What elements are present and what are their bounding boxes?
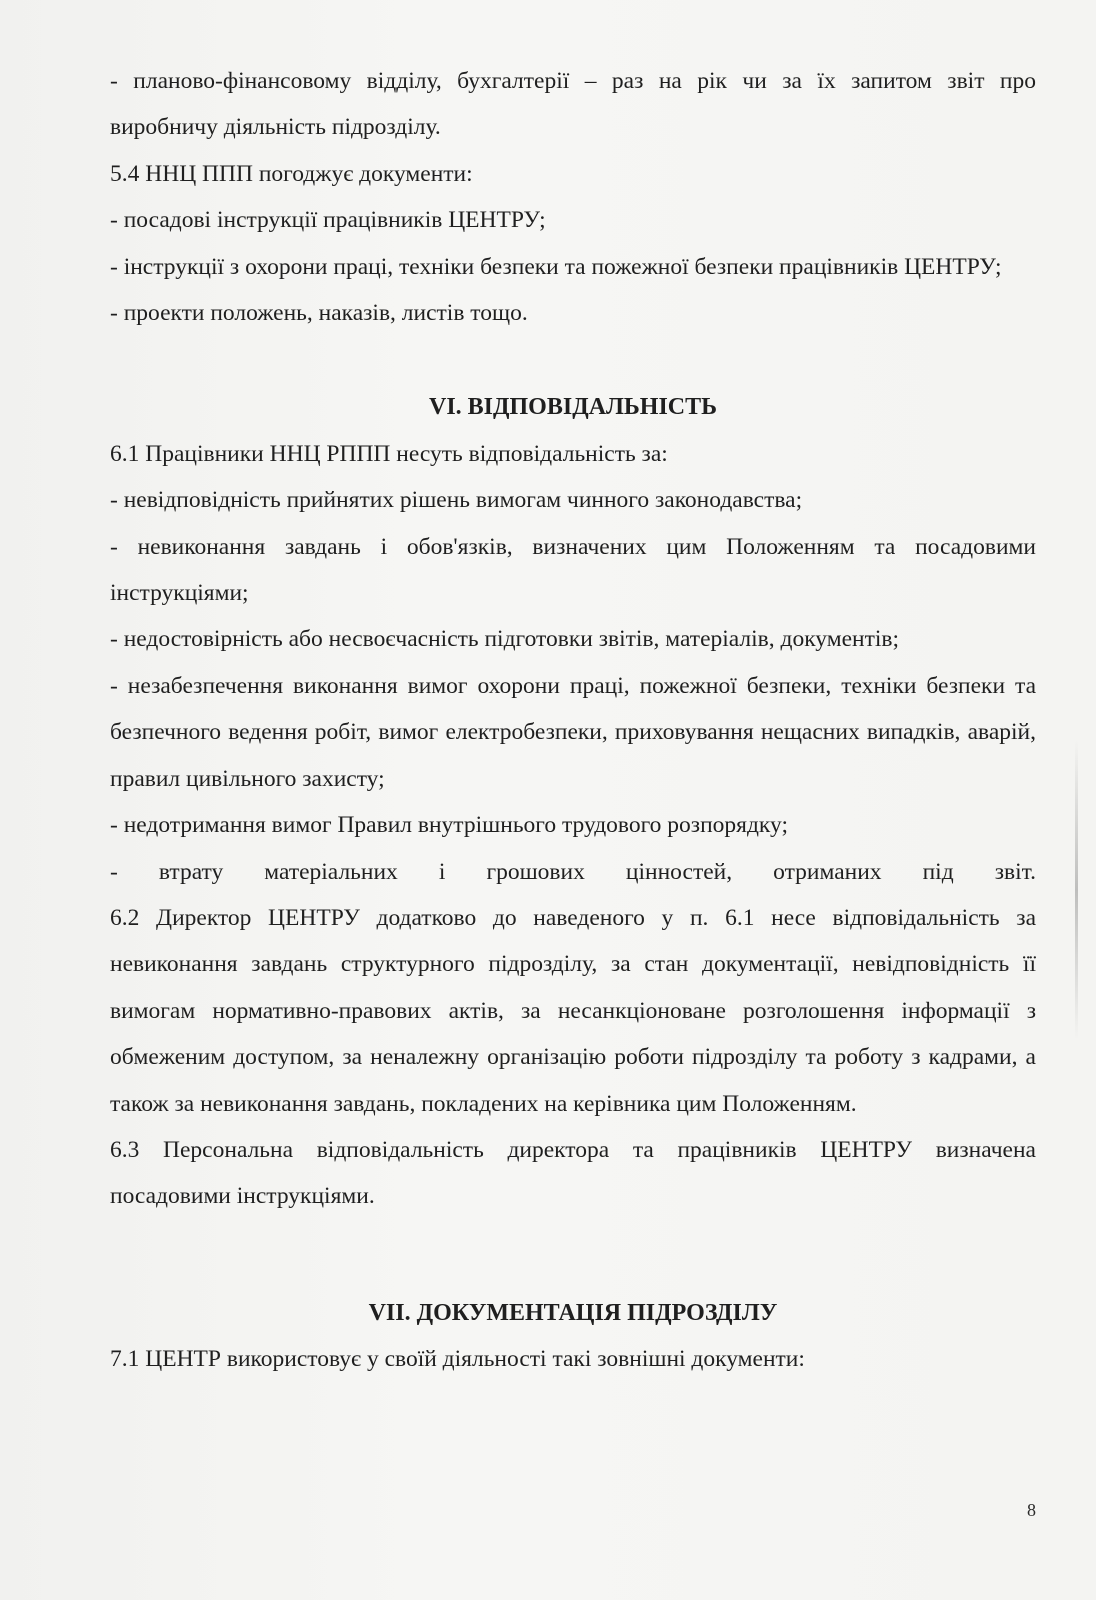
paragraph: - невиконання завдань і обов'язків, визначених цим Положенням та посадовими інструкціями; <box>110 533 1036 607</box>
paragraph: - посадові інструкції працівників ЦЕНТРУ; <box>110 207 546 234</box>
page-edge-shadow <box>1075 740 1078 1040</box>
paragraph: - незабезпечення виконання вимог охорони праці, пожежної безпеки, техніки безпеки та безпечного ведення робіт, вимог електробезпеки, приховування нещасних випадків, аварій, правил цивільного захисту; <box>110 672 1036 792</box>
section-heading-responsibility: VI. ВІДПОВІДАЛЬНІСТЬ <box>428 394 718 421</box>
paragraph: - планово-фінансовому відділу, бухгалтерії – раз на рік чи за їх запитом звіт про <box>110 68 1036 94</box>
paragraph: - проекти положень, наказів, листів тощо. <box>110 300 528 327</box>
paragraph: 6.3 Персональна відповідальність директора та працівників ЦЕНТРУ визначена посадовими інструкціями. <box>110 1136 1036 1210</box>
paragraph: - втрату матеріальних і грошових цінностей, отриманих під звіт. <box>110 858 1036 885</box>
paragraph: 5.4 ННЦ ППП погоджує документи: <box>110 160 473 187</box>
paragraph: виробничу діяльність підрозділу. <box>110 114 441 141</box>
paragraph: - невідповідність прийнятих рішень вимогам чинного законодавства; <box>110 487 803 514</box>
document-body <box>110 58 1036 1383</box>
paragraph: 7.1 ЦЕНТР використовує у своїй діяльності такі зовнішні документи: <box>110 1346 805 1373</box>
paragraph: - недостовірність або несвоєчасність підготовки звітів, матеріалів, документів; <box>110 626 900 653</box>
page-number: 8 <box>1027 1500 1036 1520</box>
paragraph: - недотримання вимог Правил внутрішнього трудового розпорядку; <box>110 812 788 839</box>
section-heading-documentation: VII. ДОКУМЕНТАЦІЯ ПІДРОЗДІЛУ <box>368 1299 778 1326</box>
paragraph: - інструкції з охорони праці, техніки безпеки та пожежної безпеки працівників ЦЕНТРУ; <box>110 253 1002 280</box>
paragraph: 6.1 Працівники ННЦ РППП несуть відповідальність за: <box>110 440 668 467</box>
paragraph: 6.2 Директор ЦЕНТРУ додатково до наведеного у п. 6.1 несе відповідальність за невиконання завдань структурного підрозділу, за стан документації, невідповідність її вимогам нормативно-правових актів, за несанкціоноване розголошення інформації з обмеженим доступом, за неналежну організацію роботи підрозділу та роботу з кадрами, а також за невиконання завдань, покладених на керівника цим Положенням. <box>110 904 1036 1117</box>
